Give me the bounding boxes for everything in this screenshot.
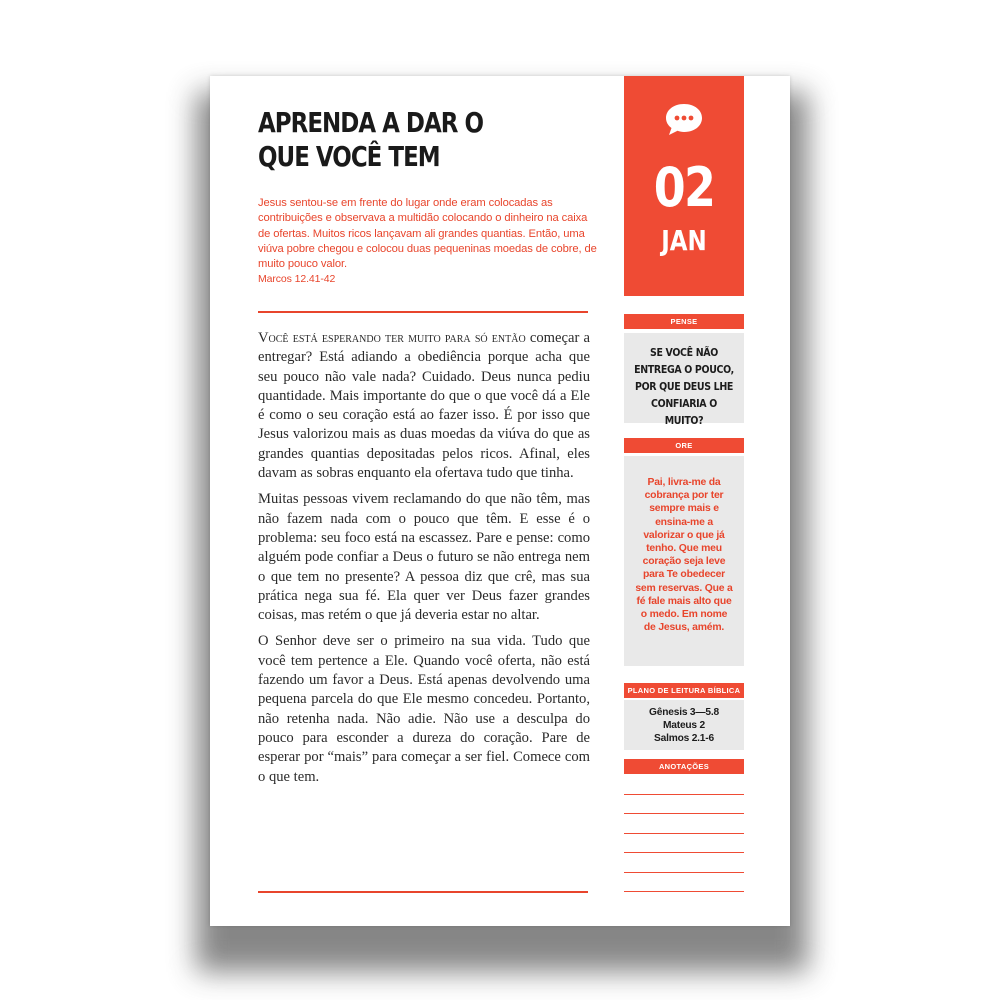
note-line bbox=[624, 872, 744, 873]
note-line bbox=[624, 852, 744, 853]
devotional-page bbox=[210, 76, 790, 926]
date-month: JAN bbox=[661, 224, 707, 257]
body-paragraph-3: O Senhor deve ser o primeiro na sua vida. Tudo que você tem pertence a Ele. Quando você oferta, não está fazendo um favor a Deus. Está apenas devolvendo uma pequena parcela do que Ele mesmo concedeu. Portanto, não retenha nada. Não adie. Não use a desculpa do pouco para esconder a dureza do coração. Pare de esperar por “mais” para começar a ser fiel. Comece com o que tem. bbox=[258, 633, 590, 785]
pense-label: PENSE bbox=[624, 314, 744, 329]
note-line bbox=[624, 794, 744, 795]
speech-bubble-icon bbox=[664, 102, 704, 136]
verse-text: Jesus sentou-se em frente do lugar onde eram colocadas as contribuições e observava a multidão colocando o dinheiro na caixa de ofertas. Muitos ricos lançavam ali grandes quantias. Então, uma viúva pobre chegou e colocou duas pequeninas moedas de cobre, de muito pouco valor. bbox=[258, 197, 597, 271]
note-line bbox=[624, 813, 744, 814]
date-box bbox=[624, 76, 744, 296]
pense-text: SE VOCÊ NÃO ENTREGA O POUCO, POR QUE DEUS LHE CONFIARIA O MUITO? bbox=[634, 346, 734, 427]
title-line-2: QUE VOCÊ TEM bbox=[258, 140, 440, 173]
verse-reference: Marcos 12.41-42 bbox=[258, 273, 336, 286]
plano-label: PLANO DE LEITURA BÍBLICA bbox=[624, 683, 744, 698]
devotional-body bbox=[258, 329, 590, 794]
body-p1-text: começar a entregar? Está adiando a obediência porque acha que seu pouco não vale nada? Cuidado. Deus nunca pediu quantidade. Mais importante do que o que você dá a Ele é como o seu coração está ao fazer isso. É por isso que Jesus valorizou mais as duas moedas da viúva do que as grandes quantias depositadas pelos ricos. Afinal, eles davam as sobras enquanto ela ofertava tudo que tinha. bbox=[258, 330, 590, 482]
body-paragraph-1 bbox=[258, 329, 590, 483]
plano-panel bbox=[624, 700, 744, 750]
ore-panel bbox=[624, 456, 744, 666]
pense-panel bbox=[624, 333, 744, 427]
page-title bbox=[258, 106, 537, 174]
body-paragraph-2: Muitas pessoas vivem reclamando do que não têm, mas não fazem nada com o pouco que têm. E esse é o problema: seu foco está na escassez. Pare e pense: como alguém pode confiar a Deus o futuro se não entrega nem o que tem no presente? A pessoa diz que crê, mas sua prática nega sua fé. Ela quer ver Deus fazer grandes coisas, mas retém o que já deveria estar no altar. bbox=[258, 491, 590, 624]
body-lead-in: Você está esperando ter muito para só então bbox=[258, 330, 526, 346]
bible-verse bbox=[258, 196, 598, 288]
anotacoes-label: ANOTAÇÕES bbox=[624, 759, 744, 774]
ore-text: Pai, livra-me da cobrança por ter sempre mais e ensina-me a valorizar o que já tenho. Que meu coração seja leve para Te obedecer sem reservas. Que a fé fale mais alto que o medo. Em nome de Jesus, amém. bbox=[635, 477, 733, 634]
note-line bbox=[624, 891, 744, 892]
plano-item: Mateus 2 bbox=[663, 720, 705, 731]
plano-item: Salmos 2.1-6 bbox=[654, 733, 714, 744]
bottom-divider bbox=[258, 891, 588, 893]
plano-list bbox=[624, 700, 744, 745]
title-line-1: APRENDA A DAR O bbox=[258, 106, 484, 139]
ore-label: ORE bbox=[624, 438, 744, 453]
date-day: 02 bbox=[653, 156, 715, 219]
note-line bbox=[624, 833, 744, 834]
plano-item: Gênesis 3—5.8 bbox=[649, 707, 719, 718]
top-divider bbox=[258, 311, 588, 313]
